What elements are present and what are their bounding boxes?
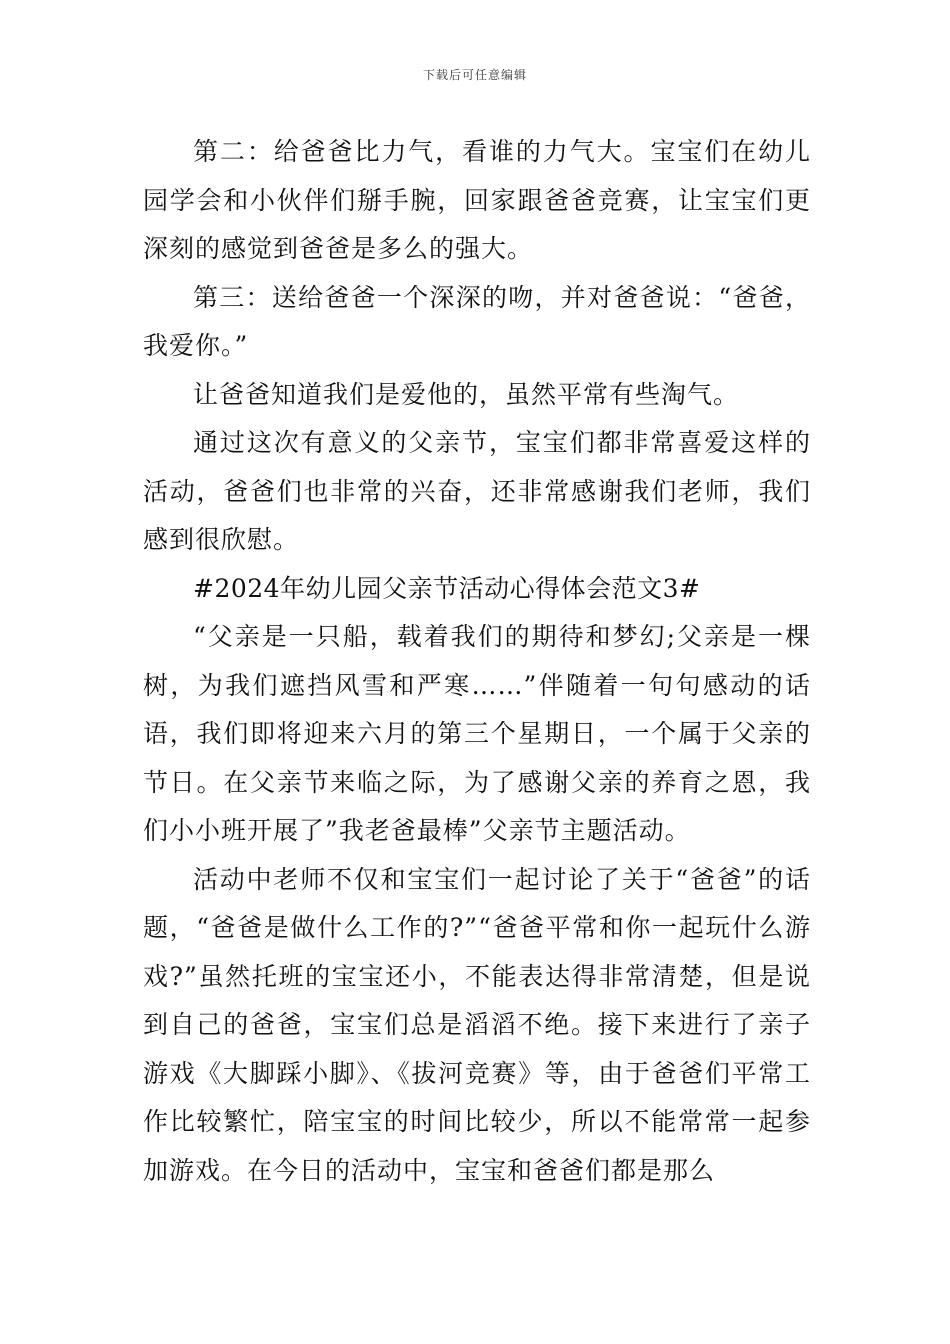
paragraph-love-dad: 让爸爸知道我们是爱他的，虽然平常有些淘气。: [193, 379, 740, 409]
section-heading: #2024年幼儿园父亲节活动心得体会范文3#: [193, 573, 701, 603]
header-note: 下载后可任意编辑: [422, 68, 527, 82]
paragraph-kiss-dad: 第三：送给爸爸一个深深的吻，并对爸爸说：“爸爸，我爱你。”: [143, 282, 811, 360]
paragraph-father-poem: “父亲是一只船，载着我们的期待和梦幻;父亲是一棵树，为我们遮挡风雪和严寒……”伴随着一句句感动的话语，我们即将迎来六月的第三个星期日，一个属于父亲的节日。在父亲节来临之际，为了感谢父亲的养育之恩，我们小小班开展了”我老爸最棒”父亲节主题活动。: [143, 622, 811, 845]
document-body: [143, 128, 811, 1195]
paragraph-meaningful-day: 通过这次有意义的父亲节，宝宝们都非常喜爱这样的活动，爸爸们也非常的兴奋，还非常感谢我们老师，我们感到很欣慰。: [143, 428, 811, 554]
paragraph-activity: 活动中老师不仅和宝宝们一起讨论了关于“爸爸”的话题，“爸爸是做什么工作的?”“爸爸平常和你一起玩什么游戏?”虽然托班的宝宝还小，不能表达得非常清楚，但是说到自己的爸爸，宝宝们总是滔滔不绝。接下来进行了亲子游戏《大脚踩小脚》、《拔河竞赛》等，由于爸爸们平常工作比较繁忙，陪宝宝的时间比较少，所以不能常常一起参加游戏。在今日的活动中，宝宝和爸爸们都是那么: [143, 864, 811, 1185]
paragraph-strength-game: 第二：给爸爸比力气，看谁的力气大。宝宝们在幼儿园学会和小伙伴们掰手腕，回家跟爸爸竞赛，让宝宝们更深刻的感觉到爸爸是多么的强大。: [143, 137, 811, 263]
